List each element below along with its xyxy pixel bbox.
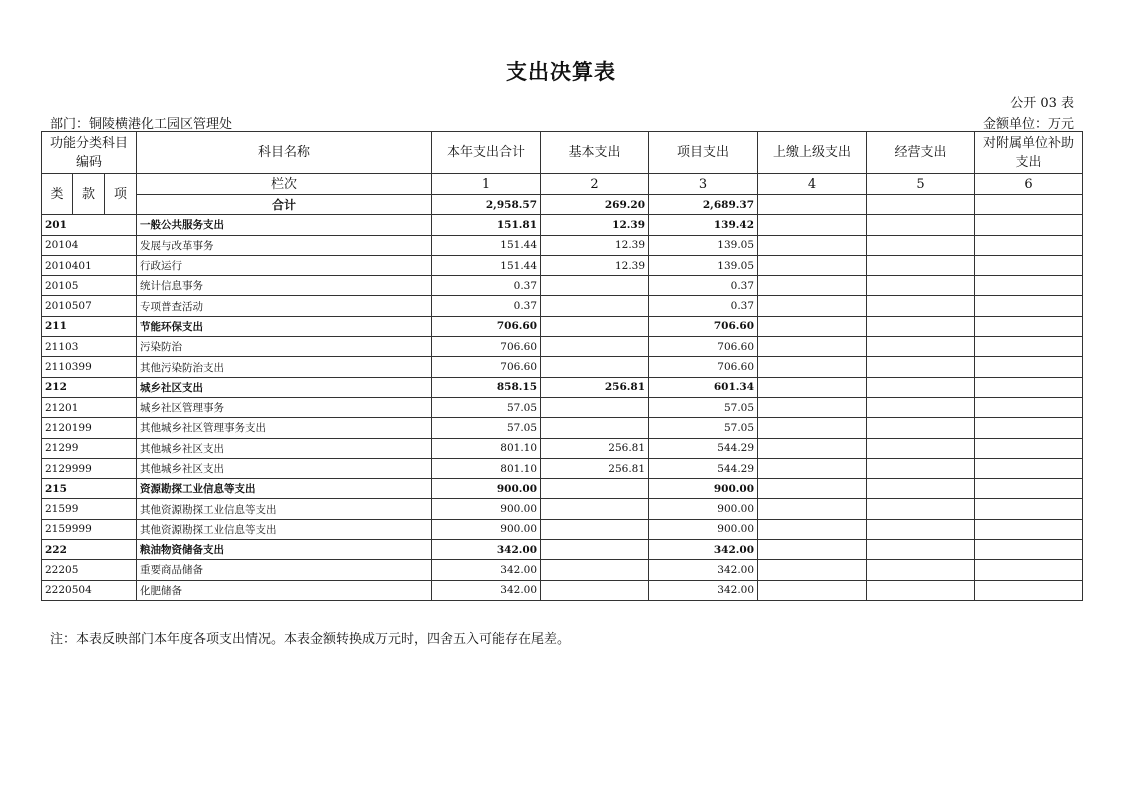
total-label: 合计 (137, 195, 432, 215)
row-upper (758, 560, 867, 580)
row-subsidy (975, 255, 1083, 275)
row-total: 801.10 (432, 438, 541, 458)
table-row (42, 276, 1083, 296)
table-row (42, 499, 1083, 519)
row-code: 222 (42, 540, 137, 560)
row-code: 20104 (42, 235, 137, 255)
row-project: 601.34 (649, 377, 758, 397)
row-name: 粮油物资储备支出 (137, 540, 432, 560)
row-business (867, 479, 975, 499)
row-code: 21299 (42, 438, 137, 458)
table-row (42, 397, 1083, 417)
row-project: 139.42 (649, 215, 758, 235)
row-basic (541, 337, 649, 357)
row-business (867, 499, 975, 519)
row-business (867, 357, 975, 377)
sequence-2: 2 (541, 174, 649, 195)
row-basic (541, 519, 649, 539)
row-name: 统计信息事务 (137, 276, 432, 296)
row-subsidy (975, 540, 1083, 560)
row-subsidy (975, 337, 1083, 357)
row-name: 城乡社区支出 (137, 377, 432, 397)
row-project: 706.60 (649, 357, 758, 377)
row-basic (541, 276, 649, 296)
header-xiang: 项 (105, 174, 137, 215)
sequence-3: 3 (649, 174, 758, 195)
row-subsidy (975, 397, 1083, 417)
header-total: 本年支出合计 (432, 132, 541, 174)
row-project: 139.05 (649, 235, 758, 255)
row-subsidy (975, 580, 1083, 600)
row-project: 57.05 (649, 397, 758, 417)
row-basic (541, 418, 649, 438)
header-upper: 上缴上级支出 (758, 132, 867, 174)
total-upper (758, 195, 867, 215)
row-project: 342.00 (649, 580, 758, 600)
table-row (42, 296, 1083, 316)
row-project: 342.00 (649, 540, 758, 560)
row-project: 544.29 (649, 458, 758, 478)
row-basic (541, 499, 649, 519)
sequence-label: 栏次 (137, 174, 432, 195)
row-name: 行政运行 (137, 255, 432, 275)
row-total: 900.00 (432, 479, 541, 499)
row-upper (758, 377, 867, 397)
row-name: 重要商品储备 (137, 560, 432, 580)
row-total: 858.15 (432, 377, 541, 397)
row-business (867, 377, 975, 397)
form-number: 公开 03 表 (1010, 96, 1074, 111)
header-basic: 基本支出 (541, 132, 649, 174)
row-code: 2159999 (42, 519, 137, 539)
row-business (867, 580, 975, 600)
row-total: 57.05 (432, 418, 541, 438)
row-business (867, 397, 975, 417)
table-row (42, 235, 1083, 255)
row-basic: 12.39 (541, 255, 649, 275)
row-code: 2129999 (42, 458, 137, 478)
row-name: 专项普查活动 (137, 296, 432, 316)
sequence-4: 4 (758, 174, 867, 195)
row-basic: 256.81 (541, 438, 649, 458)
row-project: 706.60 (649, 316, 758, 336)
table-row (42, 377, 1083, 397)
row-business (867, 276, 975, 296)
row-name: 发展与改革事务 (137, 235, 432, 255)
row-basic (541, 540, 649, 560)
row-business (867, 255, 975, 275)
row-code: 2220504 (42, 580, 137, 600)
row-total: 342.00 (432, 560, 541, 580)
row-upper (758, 438, 867, 458)
total-business (867, 195, 975, 215)
row-basic (541, 296, 649, 316)
table-row (42, 418, 1083, 438)
row-code: 22205 (42, 560, 137, 580)
row-upper (758, 458, 867, 478)
total-row (42, 195, 1083, 215)
row-business (867, 519, 975, 539)
row-subsidy (975, 560, 1083, 580)
row-subsidy (975, 276, 1083, 296)
header-row (42, 132, 1083, 174)
table-row (42, 519, 1083, 539)
row-business (867, 560, 975, 580)
row-project: 0.37 (649, 276, 758, 296)
row-total: 900.00 (432, 519, 541, 539)
row-upper (758, 337, 867, 357)
row-basic: 12.39 (541, 215, 649, 235)
row-business (867, 337, 975, 357)
row-upper (758, 540, 867, 560)
row-name: 其他城乡社区支出 (137, 458, 432, 478)
row-subsidy (975, 357, 1083, 377)
row-name: 化肥储备 (137, 580, 432, 600)
table-row (42, 479, 1083, 499)
row-project: 900.00 (649, 519, 758, 539)
row-upper (758, 418, 867, 438)
row-code: 215 (42, 479, 137, 499)
row-subsidy (975, 377, 1083, 397)
row-total: 801.10 (432, 458, 541, 478)
row-code: 2120199 (42, 418, 137, 438)
row-total: 151.44 (432, 235, 541, 255)
row-upper (758, 276, 867, 296)
row-subsidy (975, 296, 1083, 316)
row-basic: 12.39 (541, 235, 649, 255)
row-project: 57.05 (649, 418, 758, 438)
row-code: 2010401 (42, 255, 137, 275)
row-code: 21201 (42, 397, 137, 417)
total-subsidy (975, 195, 1083, 215)
total-basic: 269.20 (541, 195, 649, 215)
row-name: 资源勘探工业信息等支出 (137, 479, 432, 499)
row-subsidy (975, 418, 1083, 438)
table-row (42, 540, 1083, 560)
row-project: 139.05 (649, 255, 758, 275)
row-project: 342.00 (649, 560, 758, 580)
table-row (42, 438, 1083, 458)
row-name: 其他资源勘探工业信息等支出 (137, 519, 432, 539)
row-project: 900.00 (649, 499, 758, 519)
row-subsidy (975, 458, 1083, 478)
row-total: 706.60 (432, 316, 541, 336)
row-upper (758, 580, 867, 600)
row-basic (541, 397, 649, 417)
row-subsidy (975, 499, 1083, 519)
row-code: 2010507 (42, 296, 137, 316)
table-row (42, 458, 1083, 478)
header-name: 科目名称 (137, 132, 432, 174)
row-upper (758, 235, 867, 255)
row-name: 一般公共服务支出 (137, 215, 432, 235)
header-subsidy: 对附属单位补助支出 (975, 132, 1083, 174)
row-upper (758, 519, 867, 539)
sequence-row (42, 174, 1083, 195)
table-row (42, 560, 1083, 580)
row-total: 57.05 (432, 397, 541, 417)
row-business (867, 215, 975, 235)
sequence-5: 5 (867, 174, 975, 195)
row-subsidy (975, 438, 1083, 458)
row-project: 544.29 (649, 438, 758, 458)
row-name: 城乡社区管理事务 (137, 397, 432, 417)
header-business: 经营支出 (867, 132, 975, 174)
row-business (867, 296, 975, 316)
row-business (867, 418, 975, 438)
header-lei: 类 (42, 174, 73, 215)
table-row (42, 215, 1083, 235)
unit-label: 金额单位：万元 (982, 117, 1074, 132)
row-subsidy (975, 519, 1083, 539)
row-basic (541, 560, 649, 580)
department-label: 部门：铜陵横港化工园区管理处 (50, 117, 233, 132)
table-row (42, 316, 1083, 336)
row-upper (758, 215, 867, 235)
row-total: 0.37 (432, 276, 541, 296)
row-total: 151.81 (432, 215, 541, 235)
row-business (867, 438, 975, 458)
table-row (42, 580, 1083, 600)
footnote: 注：本表反映部门本年度各项支出情况。本表金额转换成万元时，四舍五入可能存在尾差。 (50, 632, 571, 647)
row-basic (541, 580, 649, 600)
row-name: 其他资源勘探工业信息等支出 (137, 499, 432, 519)
row-upper (758, 499, 867, 519)
row-name: 污染防治 (137, 337, 432, 357)
row-subsidy (975, 235, 1083, 255)
sequence-6: 6 (975, 174, 1083, 195)
row-total: 0.37 (432, 296, 541, 316)
row-total: 900.00 (432, 499, 541, 519)
row-total: 706.60 (432, 337, 541, 357)
row-business (867, 540, 975, 560)
row-basic: 256.81 (541, 377, 649, 397)
row-basic (541, 479, 649, 499)
row-upper (758, 397, 867, 417)
row-business (867, 458, 975, 478)
row-total: 706.60 (432, 357, 541, 377)
row-subsidy (975, 479, 1083, 499)
row-business (867, 235, 975, 255)
total-total: 2,958.57 (432, 195, 541, 215)
row-upper (758, 296, 867, 316)
row-basic: 256.81 (541, 458, 649, 478)
row-code: 21103 (42, 337, 137, 357)
row-subsidy (975, 215, 1083, 235)
header-func-code: 功能分类科目编码 (42, 132, 137, 174)
row-upper (758, 357, 867, 377)
row-upper (758, 479, 867, 499)
sequence-1: 1 (432, 174, 541, 195)
header-project: 项目支出 (649, 132, 758, 174)
row-basic (541, 316, 649, 336)
expenditure-table (41, 131, 1083, 601)
row-name: 其他城乡社区支出 (137, 438, 432, 458)
row-code: 201 (42, 215, 137, 235)
row-subsidy (975, 316, 1083, 336)
row-total: 342.00 (432, 540, 541, 560)
table-row (42, 357, 1083, 377)
row-code: 2110399 (42, 357, 137, 377)
row-business (867, 316, 975, 336)
row-project: 900.00 (649, 479, 758, 499)
total-project: 2,689.37 (649, 195, 758, 215)
table-row (42, 255, 1083, 275)
table-row (42, 337, 1083, 357)
row-project: 0.37 (649, 296, 758, 316)
row-upper (758, 316, 867, 336)
row-name: 其他城乡社区管理事务支出 (137, 418, 432, 438)
row-name: 节能环保支出 (137, 316, 432, 336)
row-project: 706.60 (649, 337, 758, 357)
row-code: 20105 (42, 276, 137, 296)
row-name: 其他污染防治支出 (137, 357, 432, 377)
row-total: 151.44 (432, 255, 541, 275)
row-code: 21599 (42, 499, 137, 519)
row-code: 211 (42, 316, 137, 336)
row-code: 212 (42, 377, 137, 397)
row-basic (541, 357, 649, 377)
row-total: 342.00 (432, 580, 541, 600)
header-kuan: 款 (73, 174, 105, 215)
page-title: 支出决算表 (506, 60, 616, 84)
row-upper (758, 255, 867, 275)
